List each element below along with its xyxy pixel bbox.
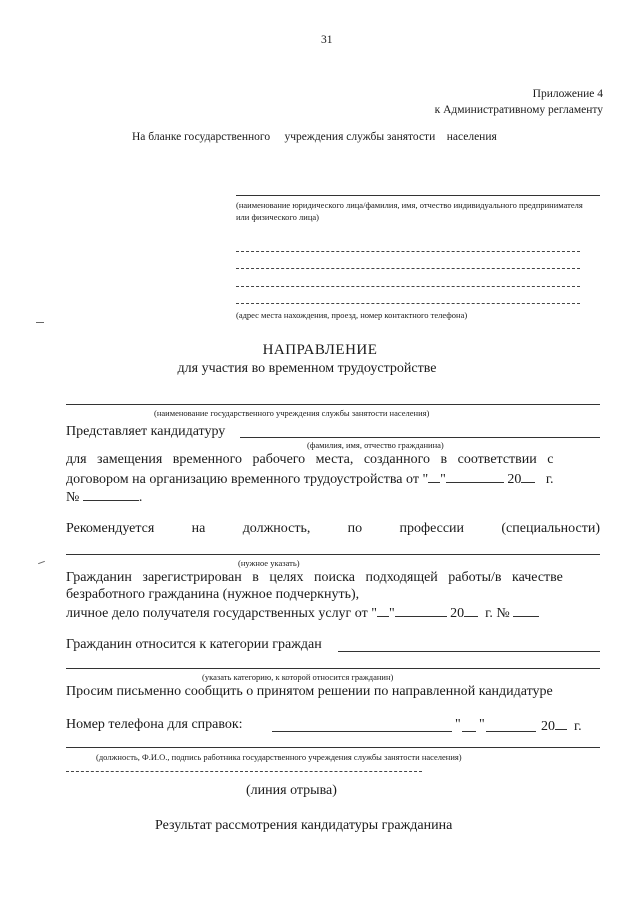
case-year-field[interactable] xyxy=(464,604,478,617)
case-day-field[interactable] xyxy=(377,604,389,617)
position-line xyxy=(66,554,600,555)
candidate-name-caption: (фамилия, имя, отчество гражданина) xyxy=(307,440,444,450)
category-caption: (указать категорию, к которой относится гражданин) xyxy=(202,672,394,682)
contract-day-field[interactable] xyxy=(428,470,440,483)
tear-line-label: (линия отрыва) xyxy=(246,783,337,798)
recipient-address-caption: (адрес места нахождения, проезд, номер контактного телефона) xyxy=(236,310,468,320)
category-label: Гражданин относится к категории граждан xyxy=(66,637,322,652)
case-number-field[interactable] xyxy=(513,604,539,617)
phone-quote-close: " xyxy=(479,717,485,732)
phone-quote-open: " xyxy=(455,717,461,732)
phone-month-line[interactable] xyxy=(486,731,536,732)
recipient-address-line-3 xyxy=(236,286,580,287)
phone-day-line[interactable] xyxy=(462,731,476,732)
category-line-1 xyxy=(338,651,600,652)
recipient-name-caption: (наименование юридического лица/фамилия, имя, отчество индивидуального предпринимателя или физического лица) xyxy=(236,200,583,222)
recipient-address-line-2 xyxy=(236,268,580,269)
recipient-name-line xyxy=(236,195,600,196)
contract-month-field[interactable] xyxy=(446,470,504,483)
signature-caption: (должность, Ф.И.О., подпись работника государственного учреждения службы занятости населения) xyxy=(96,752,462,762)
category-line-2 xyxy=(66,668,600,669)
tear-line xyxy=(66,771,422,772)
purpose-line-2: договором на организацию временного трудоустройства от " " 20 г. xyxy=(66,472,554,487)
contract-year-field[interactable] xyxy=(521,470,535,483)
appendix-line-2: к Административному регламенту xyxy=(434,104,603,116)
signature-line xyxy=(66,747,600,748)
margin-mark xyxy=(36,322,44,323)
contract-number-sign: № xyxy=(66,490,80,505)
registered-line-2: безработного гражданина (нужное подчеркнуть), xyxy=(66,587,360,602)
result-title: Результат рассмотрения кандидатуры гражданина xyxy=(155,818,453,833)
recommend-line: Рекомендуется на должность, по профессии (специальности) xyxy=(66,521,600,536)
purpose-line-1: для замещения временного рабочего места, созданного в соответствии с xyxy=(66,452,554,467)
agency-name-caption: (наименование государственного учреждения службы занятости населения) xyxy=(154,408,430,418)
page-number: 31 xyxy=(321,34,333,46)
phone-number-line[interactable] xyxy=(272,731,452,732)
registered-line-3: личное дело получателя государственных услуг от " " 20 г. № xyxy=(66,604,539,622)
request-text: Просим письменно сообщить о принятом решении по направленной кандидатуре xyxy=(66,684,553,699)
phone-year: 20 г. xyxy=(541,719,582,734)
recipient-address-line-4 xyxy=(236,303,580,304)
recipient-address-line-1 xyxy=(236,251,580,252)
document-subtitle: для участия во временном трудоустройстве xyxy=(177,361,437,376)
position-caption: (нужное указать) xyxy=(238,558,300,568)
phone-year-field[interactable] xyxy=(555,717,567,730)
registered-line-1: Гражданин зарегистрирован в целях поиска подходящей работы/в качестве xyxy=(66,570,563,585)
letterhead-note: На бланке государственного учреждения службы занятости населения xyxy=(132,131,497,143)
candidate-label: Представляет кандидатуру xyxy=(66,424,226,439)
contract-number-field[interactable] xyxy=(83,488,139,501)
purpose-line-3: № . xyxy=(66,490,143,505)
document-title: НАПРАВЛЕНИЕ xyxy=(262,342,378,358)
phone-label: Номер телефона для справок: xyxy=(66,717,243,732)
case-month-field[interactable] xyxy=(395,604,447,617)
contract-date-prefix: договором на организацию временного трудоустройства от " xyxy=(66,472,429,487)
appendix-line-1: Приложение 4 xyxy=(532,88,603,100)
agency-name-line xyxy=(66,404,600,405)
candidate-name-line xyxy=(240,437,600,438)
margin-mark xyxy=(38,561,45,564)
